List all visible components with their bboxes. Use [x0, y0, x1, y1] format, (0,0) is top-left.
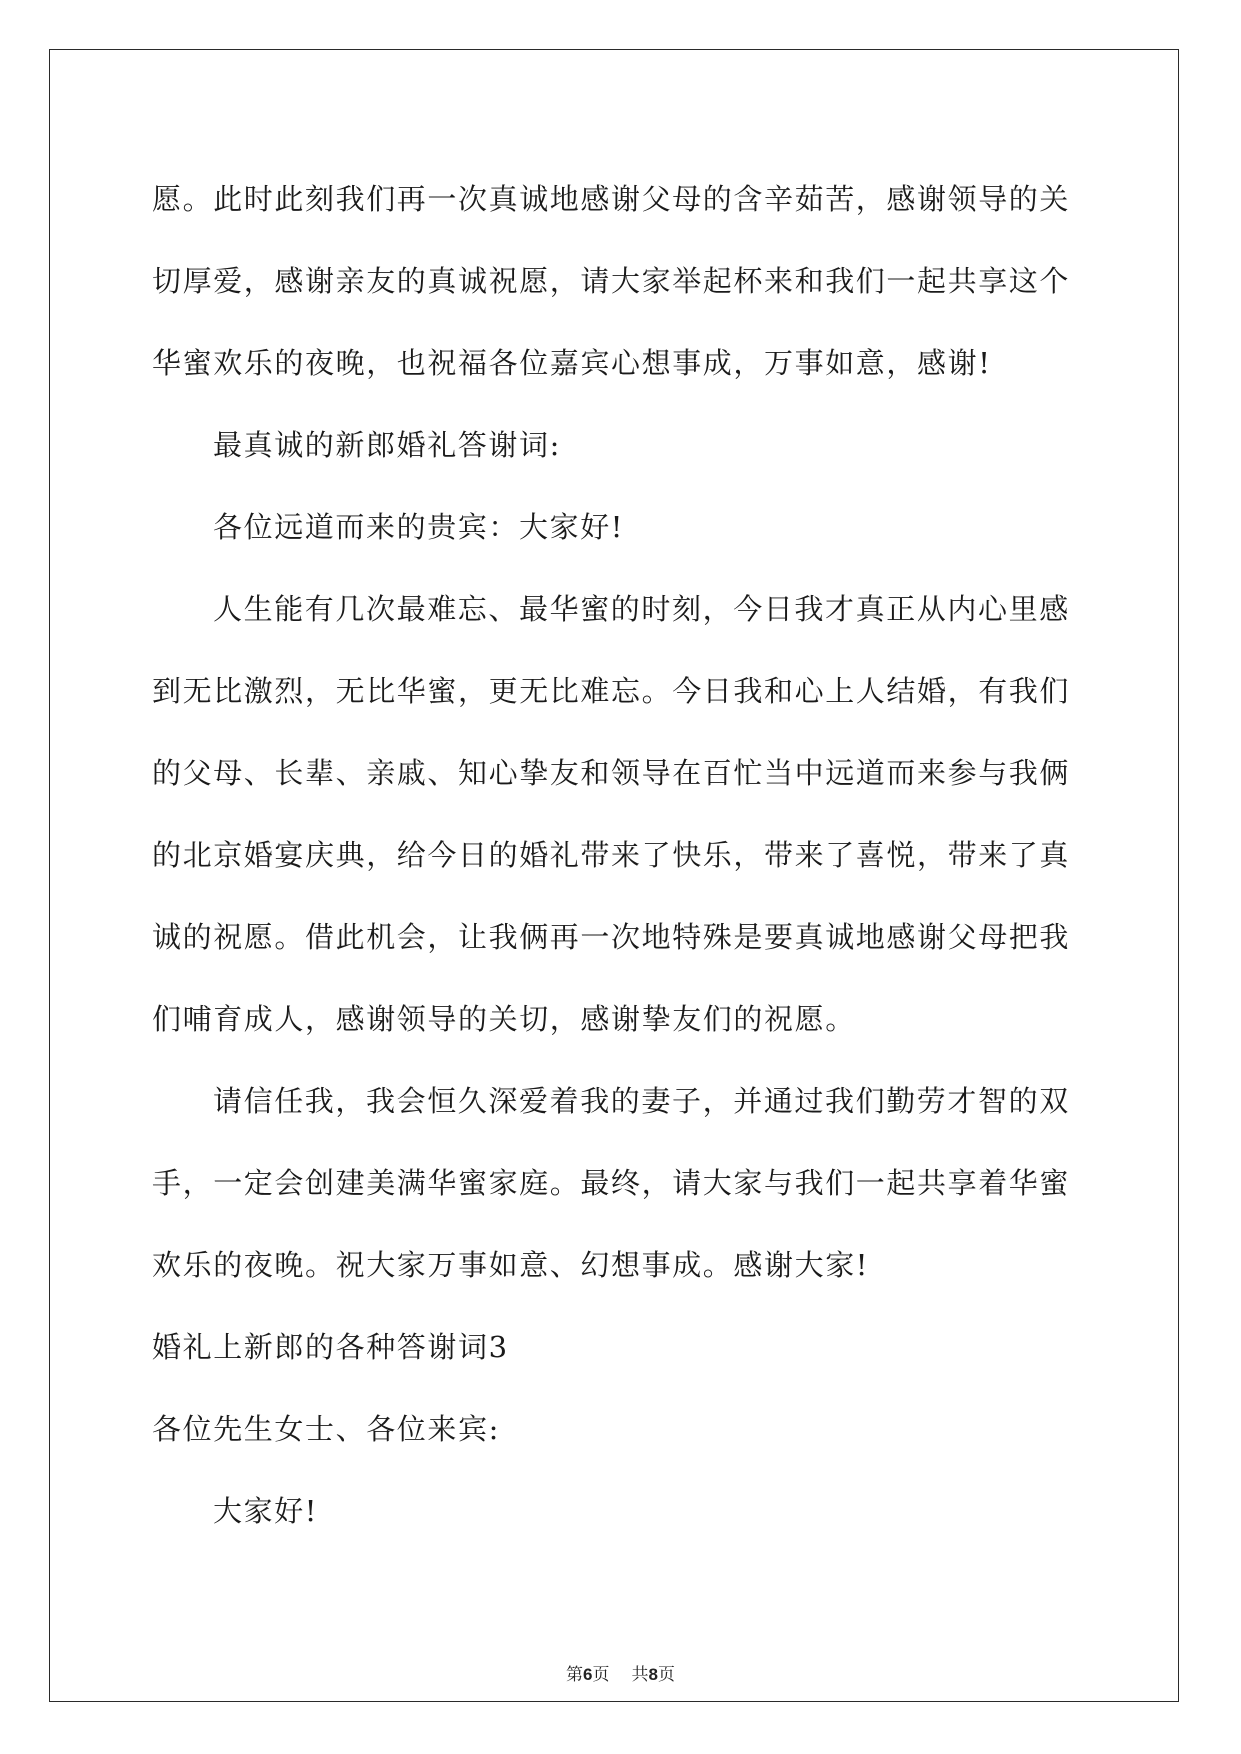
- paragraph-line: 的父母、长辈、亲戚、知心挚友和领导在百忙当中远道而来参与我俩: [152, 756, 1071, 790]
- total-suffix: 页: [657, 1665, 675, 1685]
- page-footer: [0, 1660, 1241, 1685]
- paragraph-line: 欢乐的夜晚。祝大家万事如意、幻想事成。感谢大家!: [152, 1248, 870, 1282]
- paragraph-line: 请信任我，我会恒久深爱着我的妻子，并通过我们勤劳才智的双: [213, 1084, 1070, 1118]
- paragraph-line: 人生能有几次最难忘、最华蜜的时刻，今日我才真正从内心里感: [213, 592, 1070, 626]
- section-heading: 最真诚的新郎婚礼答谢词:: [213, 428, 561, 462]
- paragraph-line: 诚的祝愿。借此机会，让我俩再一次地特殊是要真诚地感谢父母把我: [152, 920, 1071, 954]
- paragraph-line: 的北京婚宴庆典，给今日的婚礼带来了快乐，带来了喜悦，带来了真: [152, 838, 1071, 872]
- section-title: 婚礼上新郎的各种答谢词3: [152, 1330, 509, 1364]
- salutation: 各位先生女士、各位来宾:: [152, 1412, 500, 1446]
- paragraph-line: 们哺育成人，感谢领导的关切，感谢挚友们的祝愿。: [152, 1002, 856, 1036]
- document-body: [152, 158, 1092, 1552]
- paragraph-line: 切厚爱，感谢亲友的真诚祝愿，请大家举起杯来和我们一起共享这个: [152, 264, 1071, 298]
- paragraph-line: 愿。此时此刻我们再一次真诚地感谢父母的含辛茹苦，感谢领导的关: [152, 182, 1071, 216]
- paragraph-line: 华蜜欢乐的夜晚，也祝福各位嘉宾心想事成，万事如意，感谢!: [152, 346, 992, 380]
- current-page-number: 6: [583, 1665, 593, 1684]
- total-page-number: 8: [648, 1665, 658, 1684]
- paragraph-line: 手，一定会创建美满华蜜家庭。最终，请大家与我们一起共享着华蜜: [152, 1166, 1071, 1200]
- page-prefix: 第: [566, 1665, 584, 1685]
- total-prefix: 共: [631, 1665, 649, 1685]
- paragraph-line: 到无比激烈，无比华蜜，更无比难忘。今日我和心上人结婚，有我们: [152, 674, 1071, 708]
- page-suffix: 页: [592, 1665, 610, 1685]
- salutation: 各位远道而来的贵宾：大家好!: [213, 510, 625, 544]
- greeting: 大家好!: [213, 1494, 319, 1528]
